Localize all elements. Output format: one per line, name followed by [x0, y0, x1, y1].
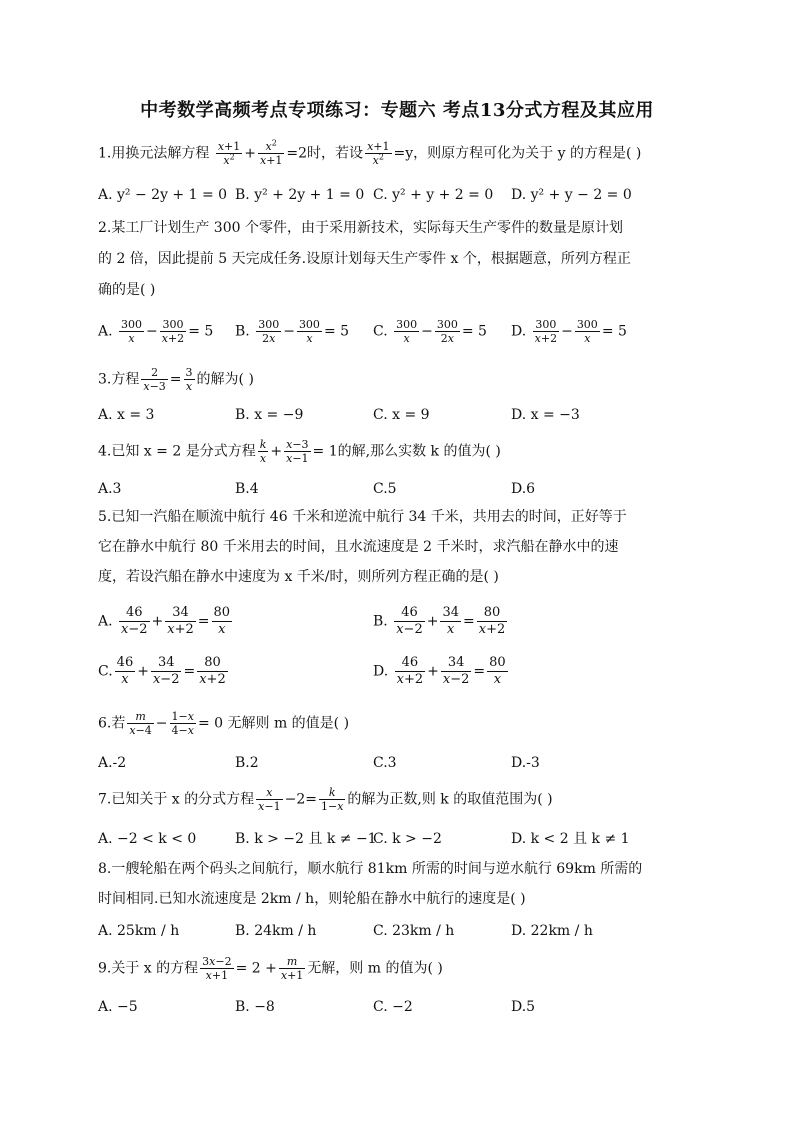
- q4-option-b[interactable]: B.4: [235, 481, 259, 497]
- q7-fraction-2: $\frac{k}{1-x}$: [320, 786, 344, 813]
- q4-stem-part1: 4.已知 x = 2 是分式方程: [98, 443, 256, 460]
- q4-option-c[interactable]: C.5: [373, 481, 397, 497]
- q8-option-a[interactable]: A. 25km / h: [98, 923, 180, 939]
- q5-option-b-label: B.: [373, 613, 388, 630]
- q1-stem-part3: =y，则原方程可化为关于 y 的方程是( ): [393, 145, 642, 162]
- q6-fraction-2: $\frac{1-x}{4-x}$: [171, 710, 194, 737]
- q3-option-c[interactable]: C. x = 9: [373, 407, 430, 423]
- q9-stem-part2: 无解，则 m 的值为( ): [307, 960, 443, 977]
- q7-option-a[interactable]: A. −2 < k < 0: [98, 831, 197, 847]
- question-5-stem-line-3: 度，若设汽船在静水中速度为 x 千米/时，则所列方程正确的是( ): [98, 569, 499, 585]
- q4-option-d[interactable]: D.6: [511, 481, 536, 497]
- q6-option-a[interactable]: A.-2: [98, 755, 127, 771]
- q9-fraction-2: $\frac{m}{x+1}$: [280, 955, 304, 982]
- q1-option-a[interactable]: A. y² − 2y + 1 = 0: [98, 187, 228, 203]
- q7-stem-part2: 的解为正数,则 k 的取值范围为( ): [347, 791, 553, 808]
- q3-stem-part1: 3.方程: [98, 371, 140, 388]
- question-4-stem: 4.已知 x = 2 是分式方程 $\frac{k}{x}$ + $\frac{x-3}{x-1}$ = 1的解,那么实数 k 的值为( ): [98, 438, 501, 465]
- q8-option-d[interactable]: D. 22km / h: [511, 923, 593, 939]
- q8-option-b[interactable]: B. 24km / h: [235, 923, 317, 939]
- page-title: 中考数学高频考点专项练习：专题六 考点13分式方程及其应用: [140, 100, 654, 121]
- question-6-stem: 6.若 $\frac{m}{x-4}$ − $\frac{1-x}{4-x}$ = 0 无解则 m 的值是( ): [98, 710, 350, 737]
- q9-option-d[interactable]: D.5: [511, 999, 536, 1015]
- q6-stem-part1: 6.若: [98, 715, 126, 732]
- question-5-stem-line-1: 5.已知一汽船在顺流中航行 46 千米和逆流中航行 34 千米，共用去的时间，正好等于: [98, 509, 627, 525]
- q9-option-c[interactable]: C. −2: [373, 999, 413, 1015]
- q1-fraction-3: $\frac{x+1}{x^2}$: [367, 140, 390, 167]
- q9-fraction-1: $\frac{3x-2}{x+1}$: [202, 955, 232, 982]
- q9-stem-part1: 9.关于 x 的方程: [98, 960, 199, 977]
- q5-option-d[interactable]: D. $\frac{46}{x+2}$ + $\frac{34}{x-2}$ = $\frac{80}{x}$: [373, 655, 506, 687]
- q5-option-c-label: C.: [98, 663, 113, 680]
- question-2-stem-line-2: 的 2 倍，因此提前 5 天完成任务.设原计划每天生产零件 x 个，根据题意，所列方程正: [98, 251, 631, 267]
- q6-stem-part2: = 0 无解则 m 的值是( ): [197, 715, 350, 732]
- q3-fraction-2: $\frac{3}{x}$: [185, 366, 193, 393]
- q9-option-a[interactable]: A. −5: [98, 999, 138, 1015]
- q1-stem-part2: =2时，若设: [286, 145, 364, 162]
- q6-fraction-1: $\frac{m}{x-4}$: [129, 710, 152, 737]
- question-5-stem-line-2: 它在静水中航行 80 千米用去的时间，且水流速度是 2 千米时，求汽船在静水中的速: [98, 539, 619, 555]
- q3-fraction-1: $\frac{2}{x-3}$: [143, 366, 166, 393]
- question-7-stem: 7.已知关于 x 的分式方程 $\frac{x}{x-1}$ −2= $\frac{k}{1-x}$ 的解为正数,则 k 的取值范围为( ): [98, 786, 553, 813]
- q7-stem-part1: 7.已知关于 x 的分式方程: [98, 791, 255, 808]
- q1-fraction-2: $\frac{x^2}{x+1}$: [259, 138, 283, 167]
- q1-stem-part1: 1.用换元法解方程: [98, 145, 210, 162]
- q3-option-a[interactable]: A. x = 3: [98, 407, 155, 423]
- question-2-stem-line-1: 2.某工厂计划生产 300 个零件，由于采用新技术，实际每天生产零件的数量是原计划: [98, 220, 623, 236]
- q4-fraction-2: $\frac{x-3}{x-1}$: [286, 438, 309, 465]
- q1-option-d[interactable]: D. y² + y − 2 = 0: [511, 187, 632, 203]
- q7-fraction-1: $\frac{x}{x-1}$: [258, 786, 281, 813]
- question-1-stem: 1.用换元法解方程 $\frac{x+1}{x^2}$ + $\frac{x^2}{x+1}$ =2时，若设 $\frac{x+1}{x^2}$ =y，则原方程可化为关于 y 的方程是( ): [98, 138, 642, 167]
- q3-stem-part2: 的解为( ): [196, 371, 254, 388]
- q2-option-b[interactable]: B. $\frac{300}{2x}$ − $\frac{300}{x}$ = 5: [235, 318, 350, 345]
- q6-option-b[interactable]: B.2: [235, 755, 259, 771]
- question-3-stem: 3.方程 $\frac{2}{x-3}$ = $\frac{3}{x}$ 的解为( ): [98, 366, 254, 393]
- q5-option-a[interactable]: A. $\frac{46}{x-2}$ + $\frac{34}{x+2}$ = $\frac{80}{x}$: [98, 605, 231, 637]
- q5-option-d-label: D.: [373, 663, 389, 680]
- q1-option-c[interactable]: C. y² + y + 2 = 0: [373, 187, 494, 203]
- q3-option-b[interactable]: B. x = −9: [235, 407, 304, 423]
- q4-option-a[interactable]: A.3: [98, 481, 122, 497]
- q1-option-b[interactable]: B. y² + 2y + 1 = 0: [235, 187, 365, 203]
- q5-option-b[interactable]: B. $\frac{46}{x-2}$ + $\frac{34}{x}$ = $\frac{80}{x+2}$: [373, 605, 506, 637]
- q5-option-a-label: A.: [98, 613, 113, 630]
- q4-fraction-1: $\frac{k}{x}$: [259, 438, 267, 465]
- question-2-stem-line-3: 确的是( ): [98, 282, 156, 298]
- q1-fraction-1: $\frac{x+1}{x^2}$: [217, 140, 241, 167]
- question-8-stem-line-1: 8.一艘轮船在两个码头之间航行，顺水航行 81km 所需的时间与逆水航行 69km 所需的: [98, 861, 643, 877]
- q8-option-c[interactable]: C. 23km / h: [373, 923, 455, 939]
- q9-option-b[interactable]: B. −8: [235, 999, 275, 1015]
- q2-option-a[interactable]: A. $\frac{300}{x}$ − $\frac{300}{x+2}$ = 5: [98, 318, 214, 345]
- q7-option-d[interactable]: D. k < 2 且 k ≠ 1: [511, 831, 630, 847]
- q2-option-c[interactable]: C. $\frac{300}{x}$ − $\frac{300}{2x}$ = 5: [373, 318, 487, 345]
- q3-option-d[interactable]: D. x = −3: [511, 407, 580, 423]
- q6-option-d[interactable]: D.-3: [511, 755, 540, 771]
- q4-stem-part2: = 1的解,那么实数 k 的值为( ): [312, 443, 501, 460]
- question-8-stem-line-2: 时间相同.已知水流速度是 2km / h，则轮船在静水中航行的速度是( ): [98, 891, 526, 907]
- q6-option-c[interactable]: C.3: [373, 755, 397, 771]
- question-9-stem: 9.关于 x 的方程 $\frac{3x-2}{x+1}$ = 2 + $\frac{m}{x+1}$ 无解，则 m 的值为( ): [98, 955, 443, 982]
- q7-option-c[interactable]: C. k > −2: [373, 831, 442, 847]
- q5-option-c[interactable]: C. $\frac{46}{x}$ + $\frac{34}{x-2}$ = $\frac{80}{x+2}$: [98, 655, 226, 687]
- q2-option-d[interactable]: D. $\frac{300}{x+2}$ − $\frac{300}{x}$ = 5: [511, 318, 627, 345]
- q7-option-b[interactable]: B. k > −2 且 k ≠ −1: [235, 831, 377, 847]
